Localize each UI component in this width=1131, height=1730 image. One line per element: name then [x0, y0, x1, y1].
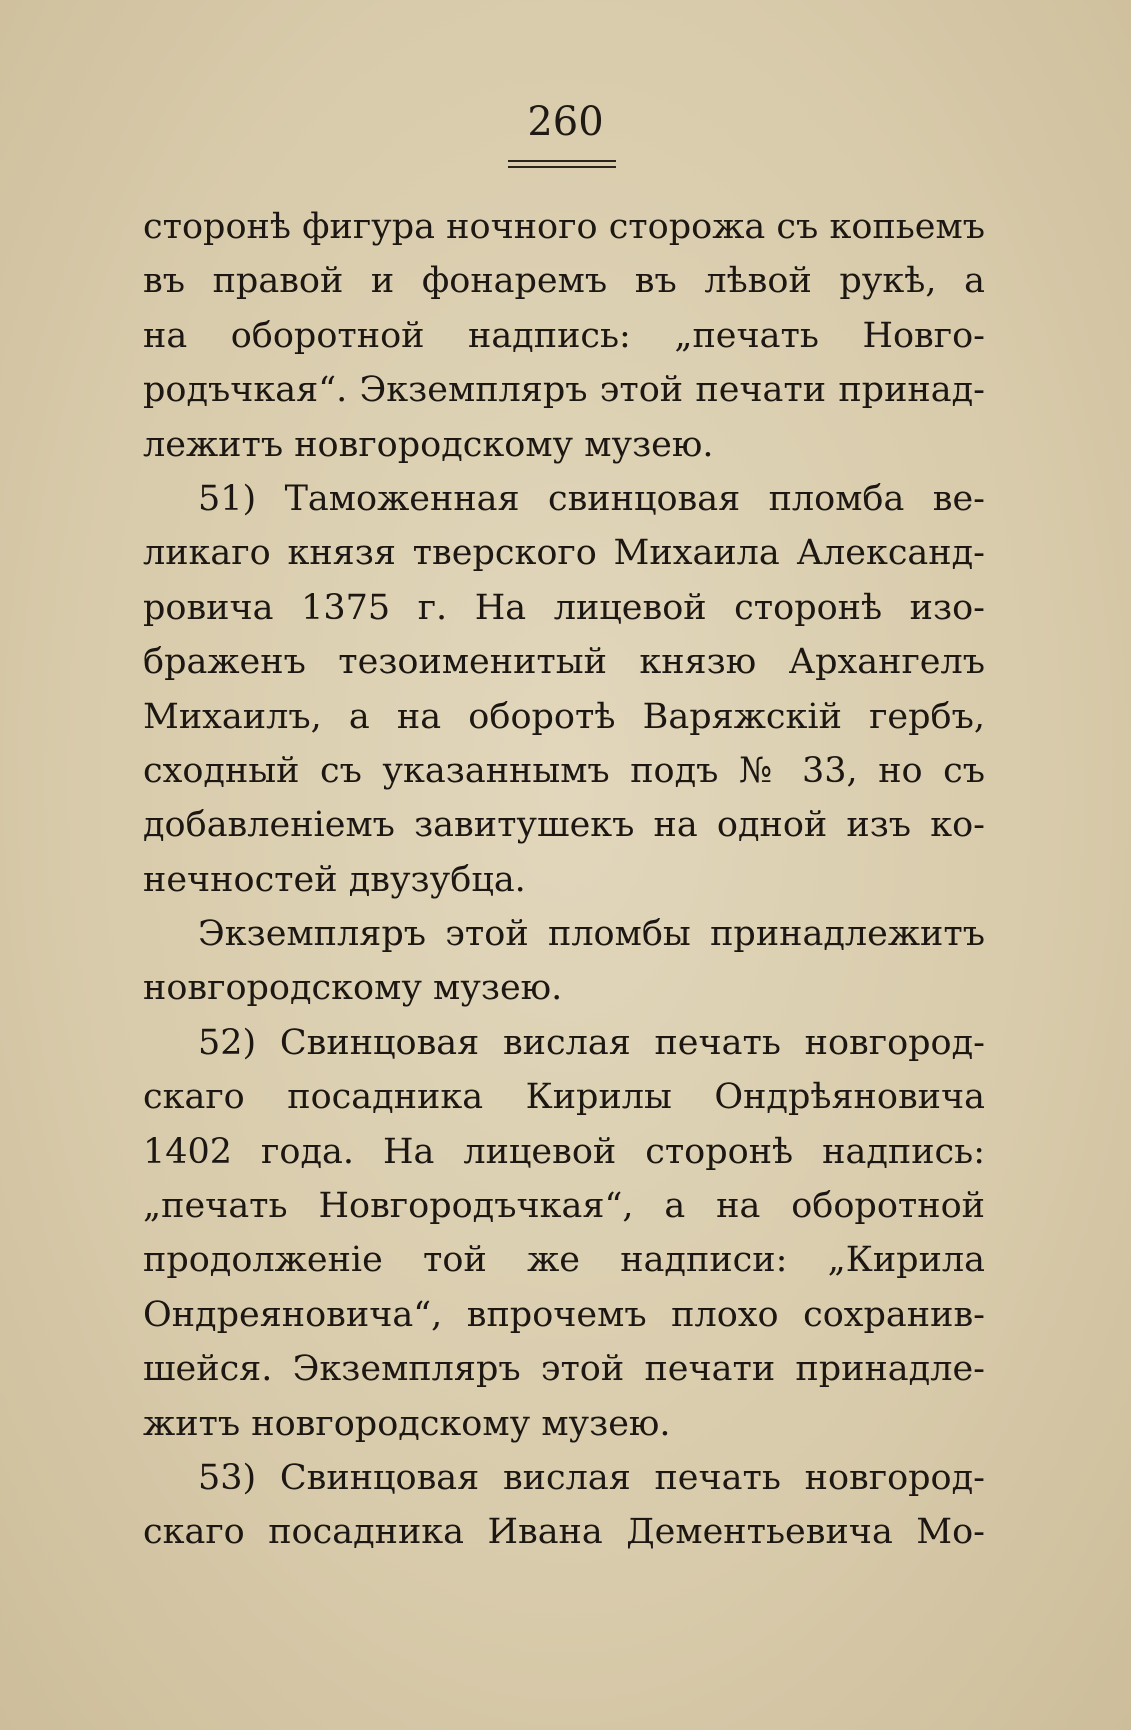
- text-line: 52) Свинцовая вислая печать новгород-: [198, 1022, 985, 1063]
- text-line: лежитъ новгородскому музею.: [143, 424, 714, 465]
- text-line: Ондреяновича“, впрочемъ плохо сохранив-: [143, 1294, 985, 1335]
- text-line: нечностей двузубца.: [143, 859, 526, 900]
- text-line: „печать Новгородъчкая“, а на оборотной: [143, 1186, 985, 1227]
- page-number-rule-top: [508, 160, 616, 162]
- text-line: Экземпляръ этой пломбы принадлежитъ: [198, 914, 985, 955]
- text-line: добавленіемъ завитушекъ на одной изъ ко-: [143, 805, 985, 846]
- text-line: 51) Таможенная свинцовая пломба ве-: [198, 478, 985, 519]
- text-line: 53) Свинцовая вислая печать новгород-: [198, 1457, 985, 1498]
- text-line: сходный съ указаннымъ подъ № 33, но съ: [143, 750, 985, 791]
- text-line: родъчкая“. Экземпляръ этой печати принад-: [143, 370, 985, 411]
- text-line: ликаго князя тверского Михаила Александ-: [143, 533, 985, 574]
- text-line: житъ новгородскому музею.: [143, 1403, 671, 1444]
- text-line: Михаилъ, а на оборотѣ Варяжскій гербъ,: [143, 696, 985, 737]
- text-line: 1402 года. На лицевой сторонѣ надпись:: [143, 1131, 985, 1172]
- text-line: ровича 1375 г. На лицевой сторонѣ изо-: [143, 587, 985, 628]
- text-line: продолженіе той же надписи: „Кирила: [143, 1240, 985, 1281]
- text-line: на оборотной надпись: „печать Новго-: [143, 315, 985, 356]
- text-line: въ правой и фонаремъ въ лѣвой рукѣ, а: [143, 261, 985, 302]
- body-text: [143, 200, 985, 1560]
- text-line: скаго посадника Ивана Дементьевича Мо-: [143, 1512, 985, 1553]
- text-line: сторонѣ фигура ночного сторожа съ копьемъ: [143, 207, 985, 247]
- text-line: шейся. Экземпляръ этой печати принадле-: [143, 1349, 985, 1390]
- text-line: браженъ тезоименитый князю Архангелъ: [143, 642, 985, 683]
- page-number: 260: [527, 99, 604, 145]
- text-line: скаго посадника Кирилы Ондрѣяновича: [143, 1077, 985, 1118]
- page-number-rule-bottom: [508, 166, 616, 168]
- text-line: новгородскому музею.: [143, 968, 563, 1009]
